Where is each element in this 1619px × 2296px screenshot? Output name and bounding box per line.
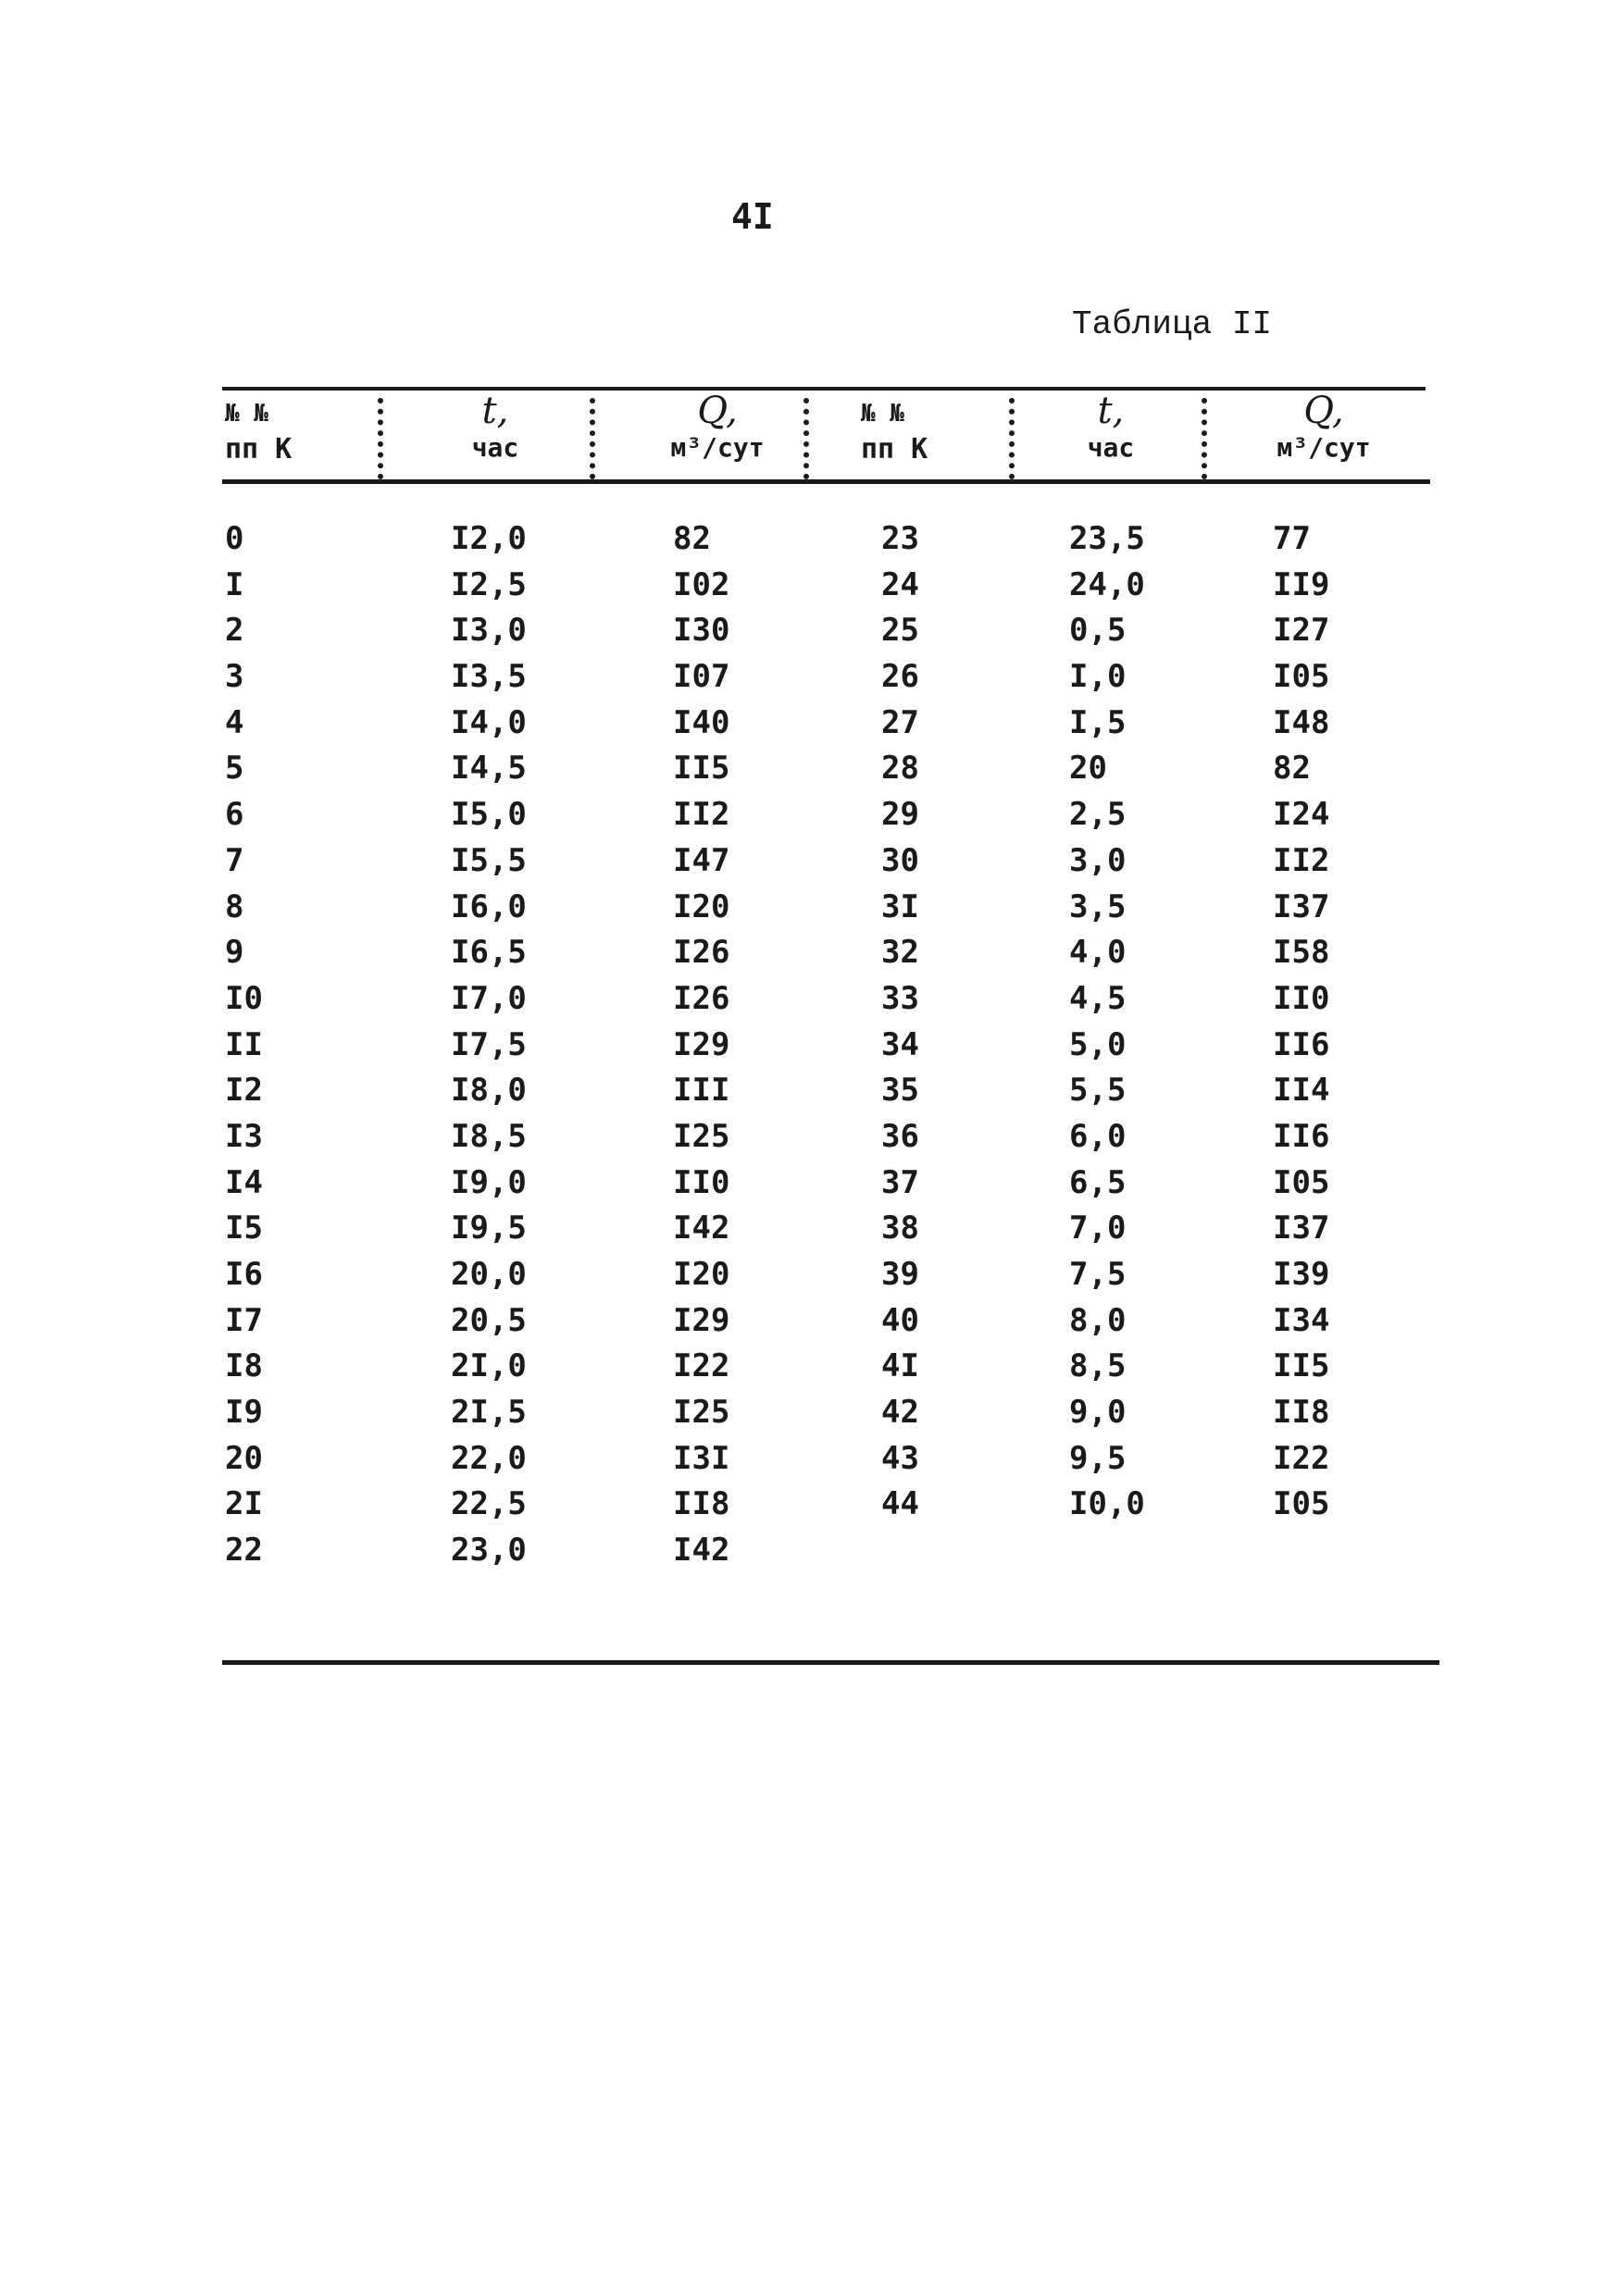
cell-q-left: I42 — [673, 1532, 730, 1570]
cell-k-left: 5 — [225, 750, 244, 788]
cell-t-left: I4,0 — [451, 703, 527, 741]
cell-t-left: 2I,5 — [451, 1394, 527, 1432]
cell-t-right: 4,0 — [1069, 934, 1127, 972]
table-header — [222, 391, 1430, 479]
cell-k-left: 20 — [225, 1439, 263, 1477]
table-row — [222, 1436, 1439, 1483]
cell-k-left: I5 — [225, 1210, 263, 1247]
cell-k-left: I4 — [225, 1163, 263, 1201]
cell-t-right: 8,0 — [1069, 1301, 1127, 1339]
cell-t-left: I9,0 — [451, 1163, 527, 1201]
cell-q-right: I58 — [1273, 934, 1330, 972]
cell-q-left: I20 — [673, 887, 730, 925]
cell-q-left: I3I — [673, 1439, 730, 1477]
table-row — [222, 654, 1439, 701]
cell-t-right: I0,0 — [1069, 1485, 1145, 1523]
cell-q-right: II0 — [1273, 979, 1330, 1017]
cell-q-left: I25 — [673, 1394, 730, 1432]
table-row — [222, 516, 1439, 563]
cell-k-left: I2 — [225, 1072, 263, 1110]
cell-q-right: I24 — [1273, 796, 1330, 834]
header-q-left — [606, 391, 828, 479]
header-t-left — [407, 391, 583, 479]
cell-q-left: II5 — [673, 750, 730, 788]
cell-k-right: 4I — [881, 1347, 919, 1385]
cell-q-left: 82 — [673, 520, 711, 557]
table-row — [222, 1160, 1439, 1207]
table-row — [222, 563, 1439, 609]
cell-q-left: I25 — [673, 1117, 730, 1155]
cell-t-left: 2I,0 — [451, 1347, 527, 1385]
cell-t-left: I7,5 — [451, 1025, 527, 1063]
cell-t-right: 6,0 — [1069, 1117, 1127, 1155]
header-t-right-unit: час — [1087, 432, 1135, 463]
cell-t-left: 20,0 — [451, 1256, 527, 1293]
cell-q-right: II6 — [1273, 1025, 1330, 1063]
cell-k-right: 24 — [881, 565, 919, 603]
cell-t-left: 23,0 — [451, 1532, 527, 1570]
table-row — [222, 1023, 1439, 1069]
cell-q-left: I07 — [673, 658, 730, 696]
cell-t-left: I7,0 — [451, 979, 527, 1017]
cell-q-right: I48 — [1273, 703, 1330, 741]
cell-k-right: 30 — [881, 841, 919, 879]
header-separator — [1009, 398, 1015, 479]
cell-k-left: II — [225, 1025, 263, 1063]
cell-k-left: I8 — [225, 1347, 263, 1385]
cell-q-left: II0 — [673, 1163, 730, 1201]
cell-k-right: 43 — [881, 1439, 919, 1477]
cell-k-left: 2 — [225, 612, 244, 650]
cell-k-right: 27 — [881, 703, 919, 741]
cell-k-left: 8 — [225, 887, 244, 925]
header-k-right-label: пп К — [861, 433, 928, 465]
cell-t-right: 7,0 — [1069, 1210, 1127, 1247]
cell-k-left: 22 — [225, 1532, 263, 1570]
header-k-right-number-sign: № № — [861, 400, 904, 428]
header-k-left — [225, 391, 364, 479]
cell-q-right: I37 — [1273, 887, 1330, 925]
cell-q-right: I05 — [1273, 1485, 1330, 1523]
table-row — [222, 1206, 1439, 1252]
header-separator — [378, 398, 383, 479]
cell-t-right: 8,5 — [1069, 1347, 1127, 1385]
cell-q-right: II6 — [1273, 1117, 1330, 1155]
cell-k-left: 9 — [225, 934, 244, 972]
header-q-left-unit: м³/сут — [670, 432, 765, 463]
cell-t-left: 22,0 — [451, 1439, 527, 1477]
table-row — [222, 1482, 1439, 1528]
cell-t-right: 2,5 — [1069, 796, 1127, 834]
cell-k-left: 3 — [225, 658, 244, 696]
cell-q-right: I39 — [1273, 1256, 1330, 1293]
table-caption: Таблица II — [1072, 305, 1273, 343]
cell-q-left: I26 — [673, 979, 730, 1017]
cell-k-right: 39 — [881, 1256, 919, 1293]
table-row — [222, 1528, 1439, 1574]
table-row — [222, 976, 1439, 1023]
header-q-left-symbol: Q, — [697, 390, 738, 432]
cell-q-left: II8 — [673, 1485, 730, 1523]
cell-k-right: 35 — [881, 1072, 919, 1110]
cell-q-left: I30 — [673, 612, 730, 650]
table-row — [222, 1344, 1439, 1390]
cell-k-right: 23 — [881, 520, 919, 557]
cell-t-right: 4,5 — [1069, 979, 1127, 1017]
header-q-right-symbol: Q, — [1303, 390, 1344, 432]
table-body — [222, 516, 1439, 1574]
cell-t-right: 0,5 — [1069, 612, 1127, 650]
cell-q-right: 82 — [1273, 750, 1311, 788]
table-row — [222, 885, 1439, 931]
header-t-right-symbol: t, — [1097, 390, 1125, 432]
cell-t-right: 23,5 — [1069, 520, 1145, 557]
cell-k-left: I0 — [225, 979, 263, 1017]
cell-q-right: II2 — [1273, 841, 1330, 879]
cell-q-left: I40 — [673, 703, 730, 741]
header-t-left-symbol: t, — [481, 390, 509, 432]
table-row — [222, 1068, 1439, 1114]
table-row — [222, 1298, 1439, 1345]
table-row — [222, 930, 1439, 976]
header-k-right — [861, 391, 1000, 479]
cell-k-left: I — [225, 565, 244, 603]
cell-q-right: II4 — [1273, 1072, 1330, 1110]
cell-k-right: 28 — [881, 750, 919, 788]
cell-q-right: 77 — [1273, 520, 1311, 557]
cell-k-right: 26 — [881, 658, 919, 696]
cell-t-left: 22,5 — [451, 1485, 527, 1523]
cell-q-right: I34 — [1273, 1301, 1330, 1339]
header-q-right-unit: м³/сут — [1277, 432, 1371, 463]
cell-q-right: I05 — [1273, 1163, 1330, 1201]
table-row — [222, 1252, 1439, 1298]
cell-k-right: 40 — [881, 1301, 919, 1339]
cell-k-right: 42 — [881, 1394, 919, 1432]
cell-q-left: I22 — [673, 1347, 730, 1385]
cell-k-left: 6 — [225, 796, 244, 834]
cell-q-left: I47 — [673, 841, 730, 879]
cell-k-right: 29 — [881, 796, 919, 834]
cell-k-right: 3I — [881, 887, 919, 925]
cell-q-right: I22 — [1273, 1439, 1330, 1477]
header-separator — [590, 398, 595, 479]
cell-k-right: 33 — [881, 979, 919, 1017]
cell-k-left: 4 — [225, 703, 244, 741]
header-t-left-unit: час — [471, 432, 519, 463]
cell-t-right: 3,5 — [1069, 887, 1127, 925]
cell-k-right: 44 — [881, 1485, 919, 1523]
cell-t-left: I3,0 — [451, 612, 527, 650]
cell-q-right: II9 — [1273, 565, 1330, 603]
cell-k-right: 37 — [881, 1163, 919, 1201]
cell-t-left: I6,0 — [451, 887, 527, 925]
cell-t-left: 20,5 — [451, 1301, 527, 1339]
cell-t-right: I,0 — [1069, 658, 1127, 696]
header-separator — [1202, 398, 1207, 479]
table-bottom-rule — [222, 1660, 1439, 1665]
cell-q-right: I05 — [1273, 658, 1330, 696]
table-row — [222, 792, 1439, 838]
cell-t-right: 24,0 — [1069, 565, 1145, 603]
cell-k-right: 38 — [881, 1210, 919, 1247]
cell-k-left: I6 — [225, 1256, 263, 1293]
table-header-rule — [222, 479, 1430, 484]
cell-k-right: 25 — [881, 612, 919, 650]
table-row — [222, 1390, 1439, 1436]
cell-t-left: I4,5 — [451, 750, 527, 788]
header-q-right — [1222, 391, 1426, 479]
cell-q-left: II2 — [673, 796, 730, 834]
cell-q-left: I42 — [673, 1210, 730, 1247]
header-k-left-number-sign: № № — [225, 400, 268, 428]
cell-k-left: 0 — [225, 520, 244, 557]
header-k-left-label: пп К — [225, 433, 293, 465]
cell-q-left: I29 — [673, 1025, 730, 1063]
cell-t-right: 3,0 — [1069, 841, 1127, 879]
cell-k-right: 34 — [881, 1025, 919, 1063]
cell-t-left: I5,5 — [451, 841, 527, 879]
cell-q-right: I27 — [1273, 612, 1330, 650]
cell-t-right: 9,5 — [1069, 1439, 1127, 1477]
header-separator — [803, 398, 809, 479]
table-row — [222, 746, 1439, 792]
cell-t-right: I,5 — [1069, 703, 1127, 741]
cell-q-right: I37 — [1273, 1210, 1330, 1247]
cell-t-right: 5,5 — [1069, 1072, 1127, 1110]
cell-t-right: 7,5 — [1069, 1256, 1127, 1293]
cell-k-left: 2I — [225, 1485, 263, 1523]
cell-k-right: 32 — [881, 934, 919, 972]
cell-q-right: II8 — [1273, 1394, 1330, 1432]
cell-t-left: I8,0 — [451, 1072, 527, 1110]
cell-k-left: I3 — [225, 1117, 263, 1155]
cell-q-left: I20 — [673, 1256, 730, 1293]
cell-t-left: I2,5 — [451, 565, 527, 603]
table-row — [222, 701, 1439, 747]
cell-t-left: I6,5 — [451, 934, 527, 972]
cell-t-right: 6,5 — [1069, 1163, 1127, 1201]
cell-t-left: I9,5 — [451, 1210, 527, 1247]
header-t-right — [1037, 391, 1185, 479]
cell-k-right: 36 — [881, 1117, 919, 1155]
table-row — [222, 838, 1439, 885]
table-row — [222, 1114, 1439, 1160]
cell-t-right: 5,0 — [1069, 1025, 1127, 1063]
cell-t-right: 9,0 — [1069, 1394, 1127, 1432]
cell-t-left: I5,0 — [451, 796, 527, 834]
cell-q-right: II5 — [1273, 1347, 1330, 1385]
page-number: 4I — [731, 196, 774, 237]
cell-t-left: I8,5 — [451, 1117, 527, 1155]
table-row — [222, 608, 1439, 654]
cell-t-left: I3,5 — [451, 658, 527, 696]
cell-k-left: I7 — [225, 1301, 263, 1339]
cell-t-left: I2,0 — [451, 520, 527, 557]
cell-q-left: I26 — [673, 934, 730, 972]
cell-t-right: 20 — [1069, 750, 1107, 788]
cell-q-left: I29 — [673, 1301, 730, 1339]
cell-k-left: I9 — [225, 1394, 263, 1432]
cell-q-left: III — [673, 1072, 730, 1110]
cell-k-left: 7 — [225, 841, 244, 879]
cell-q-left: I02 — [673, 565, 730, 603]
